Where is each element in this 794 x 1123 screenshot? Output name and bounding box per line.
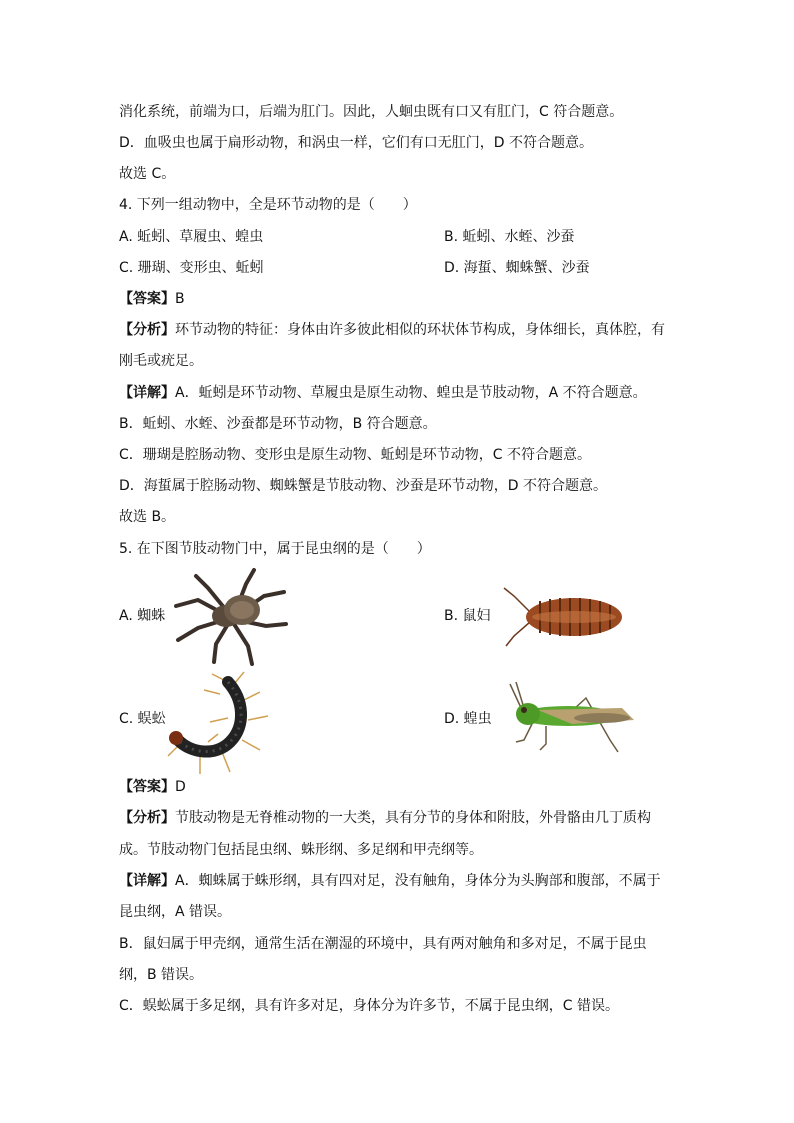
q4-option-d: D. 海蜇、蜘蛛蟹、沙蚕 — [444, 260, 590, 276]
text-line: D．海蜇属于腔肠动物、蜘蛛蟹是节肢动物、沙蚕是环节动物，D 不符合题意。 — [119, 478, 608, 494]
q5-detail — [119, 871, 661, 891]
answer-value: D — [175, 779, 186, 795]
text-line: 故选 C。 — [119, 166, 176, 182]
q4-answer — [119, 289, 185, 309]
question-4-stem: 4. 下列一组动物中，全是环节动物的是（ ） — [119, 197, 417, 213]
q5-option-b: B. 鼠妇 — [444, 608, 491, 624]
text-line: 纲，B 错误。 — [119, 967, 204, 983]
q4-option-c: C. 珊瑚、变形虫、蚯蚓 — [119, 260, 264, 276]
detail-tag: 【详解】 — [119, 385, 175, 401]
spider-image — [168, 566, 290, 666]
q5-option-a: A. 蜘蛛 — [119, 608, 166, 624]
centipede-image — [164, 670, 274, 780]
analysis-tag: 【分析】 — [119, 322, 175, 338]
q4-option-a: A. 蚯蚓、草履虫、蝗虫 — [119, 229, 264, 245]
answer-value: B — [175, 291, 185, 307]
question-5-stem: 5. 在下图节肢动物门中，属于昆虫纲的是（ ） — [119, 541, 431, 557]
text-line: C．珊瑚是腔肠动物、变形虫是原生动物、蚯蚓是环节动物，C 不符合题意。 — [119, 447, 591, 463]
text-line: D．血吸虫也属于扁形动物，和涡虫一样，它们有口无肛门，D 不符合题意。 — [119, 135, 594, 151]
grasshopper-image — [502, 680, 640, 760]
analysis-text: 节肢动物是无脊椎动物的一大类，具有分节的身体和附肢，外骨骼由几丁质构 — [175, 810, 651, 826]
text-line: 成。节肢动物门包括昆虫纲、蛛形纲、多足纲和甲壳纲等。 — [119, 842, 483, 858]
answer-tag: 【答案】 — [119, 291, 175, 307]
q4-analysis — [119, 320, 665, 340]
q5-answer — [119, 777, 186, 797]
text-line: 刚毛或疣足。 — [119, 353, 203, 369]
detail-tag: 【详解】 — [119, 873, 175, 889]
text-line: 消化系统，前端为口，后端为肛门。因此，人蛔虫既有口又有肛门，C 符合题意。 — [119, 104, 624, 120]
detail-text: A．蚯蚓是环节动物、草履虫是原生动物、蝗虫是节肢动物，A 不符合题意。 — [175, 385, 647, 401]
q4-option-b: B. 蚯蚓、水蛭、沙蚕 — [444, 229, 575, 245]
answer-tag: 【答案】 — [119, 779, 175, 795]
text-line: B．鼠妇属于甲壳纲，通常生活在潮湿的环境中，具有两对触角和多对足，不属于昆虫 — [119, 936, 647, 952]
q4-detail — [119, 383, 647, 403]
q4-conclusion: 故选 B。 — [119, 509, 176, 525]
text-line: C．蜈蚣属于多足纲，具有许多对足，身体分为许多节，不属于昆虫纲，C 错误。 — [119, 998, 619, 1014]
analysis-text: 环节动物的特征：身体由许多彼此相似的环状体节构成，身体细长，真体腔，有 — [175, 322, 665, 338]
text-line: 昆虫纲，A 错误。 — [119, 904, 232, 920]
detail-text: A．蜘蛛属于蛛形纲，具有四对足，没有触角，身体分为头胸部和腹部，不属于 — [175, 873, 661, 889]
q5-option-d: D. 蝗虫 — [444, 711, 492, 727]
analysis-tag: 【分析】 — [119, 810, 175, 826]
text-line: B．蚯蚓、水蛭、沙蚕都是环节动物，B 符合题意。 — [119, 416, 437, 432]
q5-option-c: C. 蜈蚣 — [119, 711, 166, 727]
q5-analysis — [119, 808, 651, 828]
woodlouse-image — [500, 586, 626, 650]
